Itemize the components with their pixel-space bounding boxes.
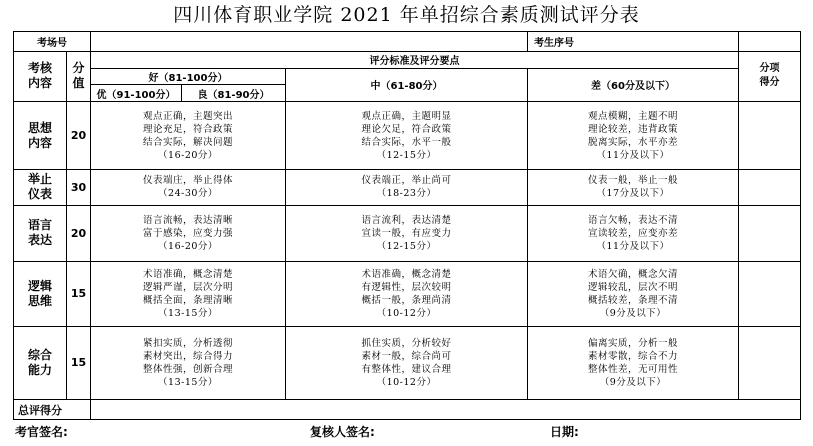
page-title: 四川体育职业学院 2021 年单招综合素质测试评分表 (173, 4, 640, 26)
item-score-field[interactable] (739, 169, 801, 205)
criteria-medium-cell: 术语准确，概念清楚 有逻辑性，层次较明 概括一般，条理尚清 （10-12分） (286, 262, 528, 327)
candidate-seq-label: 考生序号 (528, 32, 739, 52)
grade-medium-header: 中（61-80分） (286, 68, 528, 101)
row-points: 20 (67, 102, 91, 170)
criteria-good-cell: 语言流畅，表达清晰 富于感染，应变力强 （16-20分） (91, 205, 286, 261)
criteria-medium-cell: 抓住实质，分析较好 素材一般，综合尚可 有整体性，建议合理 （10-12分） (286, 326, 528, 399)
criteria-poor-cell: 语言欠畅，表达不清 宣读较差，应变亦差 （11分及以下） (528, 205, 739, 261)
candidate-seq-field[interactable] (739, 32, 801, 52)
item-score-field[interactable] (739, 262, 801, 327)
criteria-poor-cell: 偏离实质，分析一般 素材零散，综合不力 整体性差，无可用性 （9分及以下） (528, 326, 739, 399)
reviewer-signature-label: 复核人签名: (310, 425, 375, 439)
item-score-field[interactable] (739, 326, 801, 399)
date-label: 日期: (550, 425, 579, 439)
table-row (14, 102, 801, 170)
exam-room-field[interactable] (91, 32, 528, 52)
column-item-score-header: 分项得分 (739, 51, 801, 101)
row-points: 15 (67, 262, 91, 327)
grade-good-header: 好（81-100分） (91, 68, 286, 85)
row-points: 15 (67, 326, 91, 399)
table-row (14, 205, 801, 261)
table-row (14, 169, 801, 205)
column-criteria-header: 评分标准及评分要点 (91, 51, 739, 68)
criteria-poor-cell: 观点模糊，主题不明 理论较差，违背政策 脱离实际，水平亦差 （11分及以下） (528, 102, 739, 170)
criteria-good-cell: 术语准确，概念清楚 逻辑严谨，层次分明 概括全面，条理清晰 （13-15分） (91, 262, 286, 327)
criteria-medium-cell: 观点正确，主题明显 理论欠足，符合政策 结合实际，水平一般 （12-15分） (286, 102, 528, 170)
criteria-poor-cell: 仪表一般，举止一般 （17分及以下） (528, 169, 739, 205)
examiner-signature-label: 考官签名: (15, 425, 68, 439)
score-sheet-table (13, 31, 801, 420)
item-score-field[interactable] (739, 102, 801, 170)
row-item-name: 举止仪表 (14, 169, 67, 205)
criteria-poor-cell: 术语欠确，概念欠清 逻辑较乱，层次不明 概括较差，条理不清 （9分及以下） (528, 262, 739, 327)
row-points: 20 (67, 205, 91, 261)
criteria-medium-cell: 语言流利，表达清楚 宣读一般，有应变力 （12-15分） (286, 205, 528, 261)
row-item-name: 逻辑思维 (14, 262, 67, 327)
item-score-field[interactable] (739, 205, 801, 261)
criteria-medium-cell: 仪表端正，举止尚可 （18-23分） (286, 169, 528, 205)
column-points-header: 分值 (67, 51, 91, 101)
table-row (14, 326, 801, 399)
row-item-name: 思想内容 (14, 102, 67, 170)
column-item-header: 考核内容 (14, 51, 67, 101)
grade-fine-header: 良（81-90分） (182, 85, 286, 102)
criteria-good-cell: 紧扣实质，分析透彻 素材突出，综合得力 整体性强，创新合理 （13-15分） (91, 326, 286, 399)
row-item-name: 语言表达 (14, 205, 67, 261)
row-points: 30 (67, 169, 91, 205)
total-score-label: 总评得分 (14, 400, 91, 420)
grade-excellent-header: 优（91-100分） (91, 85, 182, 102)
exam-room-label: 考场号 (14, 32, 91, 52)
table-row (14, 262, 801, 327)
row-item-name: 综合能力 (14, 326, 67, 399)
criteria-good-cell: 仪表端庄，举止得体 （24-30分） (91, 169, 286, 205)
grade-poor-header: 差（60分及以下） (528, 68, 739, 101)
total-score-field[interactable] (91, 400, 801, 420)
criteria-good-cell: 观点正确，主题突出 理论充足，符合政策 结合实际，解决问题 （16-20分） (91, 102, 286, 170)
